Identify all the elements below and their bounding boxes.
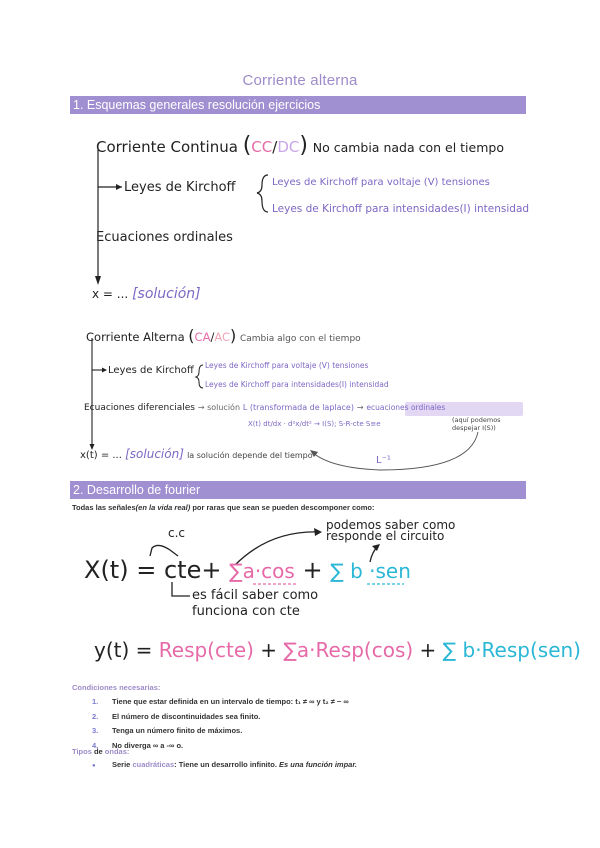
cte-note-line (172, 582, 190, 596)
cc-note: No cambia nada con el tiempo (312, 140, 504, 155)
ca-clear-note-2: despejar I(S)) (452, 424, 496, 432)
ca-result: x(t) = ... (80, 450, 122, 461)
ca-arrow-solution: → solución (197, 403, 241, 412)
cte-bracket (150, 545, 178, 556)
wave-type-label: Serie (112, 760, 133, 769)
fourier-resp-cte: Resp(cte) (158, 638, 254, 662)
ca-equations: Ecuaciones diferenciales (84, 403, 195, 413)
cc-paren-close: ) (299, 133, 308, 158)
ca-formula-arrow: → (314, 420, 320, 428)
ca-slash: / (210, 330, 215, 344)
cc-paren-open: ( (242, 133, 252, 158)
cc-branch: Leyes de Kirchoff (124, 180, 236, 195)
ca-formula-right: I(S); S-R-cte S≡e (322, 420, 381, 428)
fourier-intro-before: Todas las señales (72, 503, 136, 512)
wave-type-italic: Es una función impar. (279, 760, 357, 769)
condition-text: Tenga un número finito de máximos. (112, 726, 243, 735)
fourier-plus4: + (419, 638, 437, 662)
ca-equations-row (84, 403, 445, 413)
fourier-yt: y(t) = (94, 638, 153, 662)
ca-paren-open: ( (188, 326, 195, 345)
cc-solution: [solución] (132, 286, 201, 302)
fourier-x-row (84, 556, 411, 584)
cc-result: x = ... (92, 287, 129, 301)
cc-heading: Corriente Continua (96, 138, 238, 156)
fourier-circuit-note-2: responde el circuito (326, 529, 445, 543)
ca-branch: Leyes de Kirchoff (108, 365, 194, 376)
conditions-heading: Condiciones necesarias: (72, 683, 161, 692)
fourier-resp-sen: ∑ b·Resp(sen) (442, 638, 581, 662)
inverse-laplace-curve (312, 432, 478, 470)
fourier-sum-cos: ∑a·cos (229, 559, 295, 583)
ca-inverse: L⁻¹ (376, 455, 391, 466)
cc-law-current: Leyes de Kirchoff para intensidades(I) intensidad (272, 203, 530, 215)
ca-arrow2: → (356, 403, 364, 412)
cc-abbr: CC (251, 138, 273, 156)
condition-item (92, 739, 349, 754)
fourier-resp-cos: ∑a·Resp(cos) (283, 638, 414, 662)
cc-branch-arrow (116, 184, 122, 190)
ca-heading-row (86, 326, 361, 345)
ca-algebraic: ecuaciones ordinales (366, 403, 446, 412)
condition-text: El número de discontinuidades sea finito. (112, 711, 261, 721)
wave-types-word-1: Tipos (72, 747, 92, 756)
wave-type-item (92, 760, 357, 769)
cc-brace (257, 175, 268, 212)
ca-clear-note (452, 416, 501, 432)
ca-formula-derivs: dt/dx · d²x/dt² (263, 420, 312, 428)
ca-paren-close: ) (230, 326, 237, 345)
fourier-cte-note-1: es fácil saber como (192, 588, 319, 603)
ca-solution: [solución] (125, 447, 184, 461)
ca-heading: Corriente Alterna (86, 330, 185, 344)
fourier-xt: X(t) = (84, 556, 157, 584)
condition-num: 2. (92, 711, 99, 721)
ca-law-current: Leyes de Kirchoff para intensidades(I) intensidad (205, 380, 389, 389)
fourier-intro-after: por raras que sean se pueden descomponer como: (190, 503, 375, 512)
condition-num: 1. (92, 697, 99, 706)
condition-item (92, 724, 349, 739)
conditions-list (92, 695, 349, 753)
wave-types-heading (72, 747, 129, 756)
dc-abbr: DC (277, 138, 300, 156)
ca-law-voltage: Leyes de Kirchoff para voltaje (V) tensiones (205, 361, 369, 370)
fourier-sum-sen: ∑ b ·sen (330, 559, 411, 583)
page-title: Corriente alterna (242, 72, 358, 89)
ca-formula-left: X(t) (248, 420, 262, 428)
fourier-intro-italic: (en la vida real) (135, 503, 191, 512)
bullet-icon: ● (92, 763, 96, 769)
ca-clear-note-1: (aquí podemos (452, 416, 501, 424)
fourier-intro (72, 503, 374, 512)
fourier-plus3: + (260, 638, 278, 662)
ca-note: Cambia algo con el tiempo (239, 334, 361, 344)
condition-text: No diverga ∞ a -∞ o. (112, 740, 184, 750)
wave-types-word-de: de (91, 747, 105, 756)
cc-result-row (92, 286, 201, 302)
fourier-cte-note (192, 588, 318, 620)
wave-type-highlight: cuadráticas (132, 760, 175, 769)
section-heading-1: 1. Esquemas generales resolución ejercicios (70, 96, 526, 114)
fourier-plus2: + (302, 556, 323, 584)
cc-equations: Ecuaciones ordinales (96, 230, 233, 245)
fourier-circuit-note-1: podemos saber como (326, 518, 456, 532)
cc-law-voltage: Leyes de Kirchoff para voltaje (V) tensiones (272, 177, 490, 188)
condition-item (92, 710, 349, 725)
wave-types-word-2: ondas (104, 747, 127, 756)
ca-result-row (80, 447, 313, 461)
ca-abbr: CA (194, 330, 211, 344)
ca-laplace: L (transformada de laplace) (242, 403, 354, 412)
condition-text: Tiene que estar definida en un intervalo de tiempo: t₁ ≠ ∞ y t₂ ≠ − ∞ (112, 697, 349, 706)
ca-formula-row (248, 420, 381, 428)
cc-slash: / (272, 138, 278, 156)
ca-solution-note: la solución depende del tiempo (187, 451, 313, 460)
fourier-plus1: + (201, 556, 222, 584)
wave-types-colon: : (126, 747, 130, 756)
fourier-circuit-note (326, 520, 455, 542)
section-heading-2: 2. Desarrollo de fourier (70, 481, 526, 499)
ac-abbr: AC (214, 330, 231, 344)
condition-num: 3. (92, 726, 99, 735)
fourier-cte: cte (163, 556, 202, 584)
fourier-y-row (94, 638, 581, 662)
fourier-cc-label: c.c (168, 526, 186, 540)
condition-item (92, 695, 349, 710)
condition-num: 4. (92, 740, 99, 750)
fourier-cte-note-2: funciona con cte (192, 604, 300, 619)
cc-heading-row (96, 133, 504, 158)
wave-type-text: : Tiene un desarrollo infinito. (174, 760, 280, 769)
